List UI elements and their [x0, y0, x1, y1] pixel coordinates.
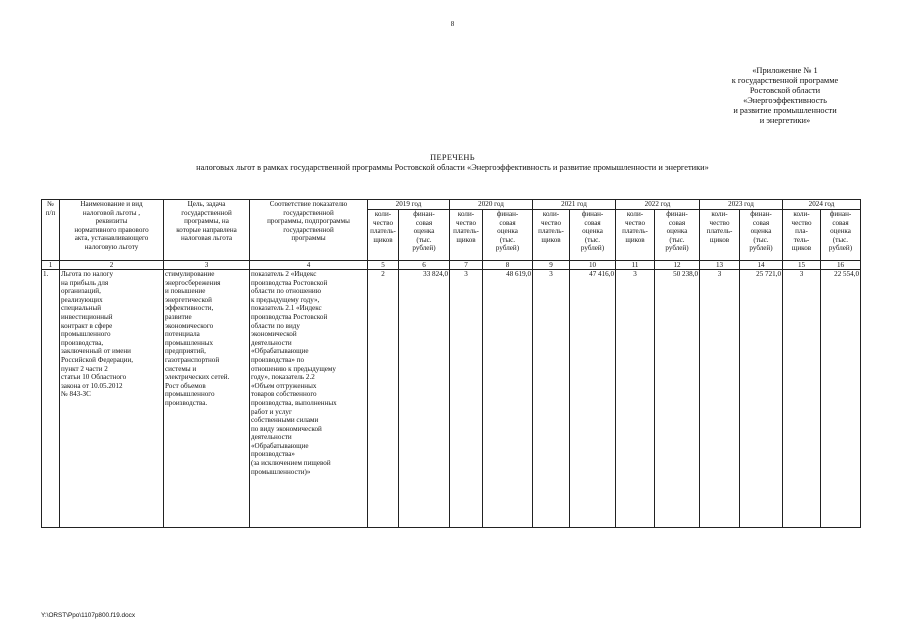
- header-line: чество: [541, 218, 561, 227]
- header-line: государственной: [181, 208, 232, 217]
- taxpayer-count-cell: 3: [783, 270, 821, 528]
- header-line: которые направлена: [176, 225, 237, 234]
- header-line: коли-: [711, 210, 728, 218]
- column-number: 11: [616, 261, 655, 270]
- column-number: 3: [164, 261, 250, 270]
- benefit-name-cell-line: организаций,: [61, 287, 101, 296]
- header-line: коли-: [793, 210, 810, 218]
- header-line: реквизиты: [95, 217, 128, 226]
- header-line: тель-: [793, 235, 810, 244]
- column-number: 14: [740, 261, 783, 270]
- header-count: [783, 210, 821, 261]
- header-line: Цель, задача: [187, 200, 226, 208]
- financial-estimate-cell: 25 721,0: [740, 270, 783, 528]
- header-line: совая: [668, 218, 686, 227]
- page-number: 8: [450, 20, 455, 28]
- indicator-cell-line: по виду экономической: [251, 424, 322, 433]
- header-line: финан-: [750, 210, 772, 218]
- header-count: [616, 210, 655, 261]
- header-indicator: [250, 200, 368, 261]
- taxpayer-count-cell: 3: [450, 270, 483, 528]
- header-line: рублей): [580, 244, 605, 253]
- indicator-cell-line: «Объем отгруженных: [251, 381, 317, 390]
- header-line: платель-: [622, 227, 648, 236]
- header-line: финан-: [829, 210, 852, 218]
- header-line: нормативного правового: [74, 225, 149, 234]
- header-count: [533, 210, 570, 261]
- header-line: оценка: [413, 227, 435, 236]
- header-line: Соответствие показателю: [269, 200, 348, 208]
- column-number: 8: [483, 261, 533, 270]
- header-line: государственной: [283, 225, 334, 234]
- goal-cell-line: потенциала: [165, 330, 200, 339]
- benefit-name-cell-line: реализующих: [61, 295, 103, 304]
- header-line: финан-: [666, 210, 688, 218]
- column-number: 4: [250, 261, 368, 270]
- header-line: (тыс.: [499, 235, 516, 244]
- header-line: оценка: [750, 227, 772, 236]
- indicator-cell-line: экономической: [251, 330, 297, 339]
- header-financial-estimate: [821, 210, 861, 261]
- header-line: совая: [415, 218, 433, 227]
- indicator-cell-line: производства Ростовской: [251, 312, 328, 321]
- header-line: п/п: [45, 208, 56, 217]
- header-line: коли-: [374, 210, 392, 218]
- header-line: совая: [499, 218, 516, 227]
- header-line: рублей): [412, 244, 436, 253]
- header-line: налоговой льготы ,: [82, 208, 141, 217]
- indicator-cell-line: производства»: [251, 450, 295, 459]
- header-line: щиков: [373, 235, 393, 244]
- goal-cell-line: развитие: [165, 312, 192, 321]
- benefit-name-cell-line: Российской Федерации,: [61, 355, 134, 364]
- annex-line: к государственной программе: [731, 76, 839, 85]
- goal-cell-line: системы и: [165, 364, 197, 373]
- financial-estimate-cell: 48 619,0: [483, 270, 533, 528]
- header-num: [42, 200, 60, 261]
- header-year-2020: 2020 год: [450, 200, 533, 210]
- header-year-2024: 2024 год: [783, 200, 861, 210]
- benefit-name-cell-line: № 843-ЗС: [61, 390, 91, 399]
- header-line: финан-: [581, 210, 604, 218]
- taxpayer-count-cell: 3: [616, 270, 655, 528]
- header-line: налоговую льготу: [84, 242, 139, 251]
- header-line: совая: [752, 218, 770, 227]
- header-line: коли-: [626, 210, 644, 218]
- benefit-name-cell-line: специальный: [61, 304, 102, 313]
- goal-cell-line: энергосбережения: [165, 278, 221, 287]
- header-line: №: [47, 200, 54, 208]
- indicator-cell-line: «Обрабатывающие: [251, 347, 309, 356]
- header-line: оценка: [666, 227, 688, 236]
- indicator-cell-line: производства Ростовской: [251, 278, 328, 287]
- goal-cell-line: промышленного: [165, 390, 215, 399]
- header-line: чество: [373, 218, 393, 227]
- indicator-cell-line: (за исключением пищевой: [251, 459, 331, 468]
- goal-cell-line: стимулирование: [165, 270, 215, 278]
- column-number: 7: [450, 261, 483, 270]
- benefit-name-cell-line: на прибыль для: [61, 278, 109, 287]
- annex-block: [680, 66, 890, 126]
- column-number: 2: [60, 261, 164, 270]
- taxpayer-count-cell: 3: [533, 270, 570, 528]
- benefit-name-cell-line: производства,: [61, 338, 104, 347]
- header-count: [450, 210, 483, 261]
- annex-line: Ростовской области: [749, 86, 821, 95]
- header-line: щиков: [456, 235, 476, 244]
- header-line: программы: [291, 234, 326, 243]
- row-number: 1.: [42, 270, 60, 528]
- column-number: 5: [368, 261, 399, 270]
- indicator-cell-line: показатель 2 «Индекс: [251, 270, 317, 278]
- header-line: финан-: [413, 210, 435, 218]
- benefit-name-cell-line: контракт в сфере: [61, 321, 113, 330]
- indicator-cell-line: собственными силами: [251, 416, 319, 425]
- column-number: 6: [399, 261, 450, 270]
- indicator-cell-line: к предыдущему году»,: [251, 295, 320, 304]
- document-title: ПЕРЕЧЕНЬ: [430, 153, 475, 162]
- column-number: 10: [570, 261, 616, 270]
- header-line: (тыс.: [753, 235, 769, 244]
- goal-cell-line: предприятий,: [165, 347, 206, 356]
- header-line: оценка: [497, 227, 518, 236]
- header-financial-estimate: [483, 210, 533, 261]
- header-line: налоговая льгота: [180, 234, 233, 243]
- header-line: щиков: [541, 235, 561, 244]
- annex-line: «Энергоэффективность: [743, 96, 827, 105]
- column-number: 16: [821, 261, 861, 270]
- benefit-name-cell: [60, 270, 164, 528]
- header-line: пла-: [795, 227, 808, 236]
- header-goal: [164, 200, 250, 261]
- header-count: [700, 210, 740, 261]
- header-line: оценка: [830, 227, 851, 236]
- benefit-name-cell-line: закона от 10.05.2012: [61, 381, 123, 390]
- indicator-cell-line: показатель 2.1 «Индекс: [251, 304, 322, 313]
- header-line: коли-: [457, 210, 475, 218]
- annex-line: «Приложение № 1: [752, 66, 818, 75]
- taxpayer-count-cell: 2: [368, 270, 399, 528]
- header-line: щиков: [791, 244, 812, 253]
- financial-estimate-cell: 22 554,0: [821, 270, 861, 528]
- indicator-cell: [250, 270, 368, 528]
- header-line: Наименование и вид: [80, 200, 143, 208]
- benefit-name-cell-line: инвестиционный: [61, 312, 113, 321]
- indicator-cell-line: деятельности: [251, 433, 292, 442]
- header-line: рублей): [828, 244, 853, 253]
- indicator-cell-line: области по виду: [251, 321, 300, 330]
- header-line: платель-: [538, 227, 564, 236]
- indicator-cell-line: работ и услуг: [251, 407, 292, 416]
- header-line: финан-: [496, 210, 519, 218]
- goal-cell-line: электрических сетей.: [165, 373, 230, 382]
- indicator-cell-line: промышленности)»: [251, 467, 311, 476]
- benefit-name-cell-line: статьи 10 Областного: [61, 373, 127, 382]
- header-financial-estimate: [740, 210, 783, 261]
- header-financial-estimate: [399, 210, 450, 261]
- header-year-2022: 2022 год: [616, 200, 700, 210]
- header-line: (тыс.: [832, 235, 849, 244]
- indicator-cell-line: производства, выполненных: [251, 398, 337, 407]
- indicator-cell-line: деятельности: [251, 338, 292, 347]
- header-financial-estimate: [655, 210, 700, 261]
- header-line: платель-: [453, 227, 479, 236]
- header-line: совая: [584, 218, 601, 227]
- header-line: рублей): [665, 244, 689, 253]
- goal-cell-line: промышленных: [165, 338, 214, 347]
- column-number: 15: [783, 261, 821, 270]
- table-row: [42, 270, 861, 528]
- goal-cell-line: Рост объемов: [165, 381, 206, 390]
- benefit-name-cell-line: заключенный от имени: [61, 347, 131, 356]
- header-line: рублей): [749, 244, 773, 253]
- indicator-cell-line: «Обрабатывающие: [251, 441, 309, 450]
- header-line: (тыс.: [584, 235, 601, 244]
- document-subtitle: налоговых льгот в рамках государственной программы Ростовской области «Энергоэффективность и развитие промышленности и энергетики»: [196, 163, 709, 172]
- header-line: щиков: [625, 235, 645, 244]
- header-line: акта, устанавливающего: [74, 234, 149, 243]
- benefit-name-cell-line: промышленного: [61, 330, 111, 339]
- indicator-cell-line: году», показатель 2.2: [251, 373, 315, 382]
- annex-line: и энергетики»: [759, 116, 811, 125]
- header-line: рублей): [495, 244, 520, 253]
- column-number: 13: [700, 261, 740, 270]
- file-path-footer: Y:\ORST\Ppo\1107p800.f19.docx: [41, 612, 136, 619]
- goal-cell-line: и повышение: [165, 287, 206, 296]
- header-line: коли-: [542, 210, 560, 218]
- header-line: (тыс.: [416, 235, 432, 244]
- indicator-cell-line: области по отношению: [251, 287, 322, 296]
- header-line: платель-: [370, 227, 396, 236]
- header-line: платель-: [706, 227, 733, 236]
- column-number: 9: [533, 261, 570, 270]
- header-line: (тыс.: [669, 235, 685, 244]
- header-year-2021: 2021 год: [533, 200, 616, 210]
- title-block: [0, 153, 905, 173]
- goal-cell-line: производства.: [165, 398, 208, 407]
- financial-estimate-cell: 47 416,0: [570, 270, 616, 528]
- goal-cell-line: эффективности,: [165, 304, 214, 313]
- header-benefit-name: [60, 200, 164, 261]
- taxpayer-count-cell: 3: [700, 270, 740, 528]
- financial-estimate-cell: 33 824,0: [399, 270, 450, 528]
- benefit-name-cell-line: Льгота по налогу: [61, 270, 114, 278]
- header-line: программы, подпрограммы: [267, 217, 350, 226]
- column-number: 12: [655, 261, 700, 270]
- indicator-cell-line: отношению к предыдущему: [251, 364, 336, 373]
- header-line: совая: [832, 218, 849, 227]
- financial-estimate-cell: 50 238,0: [655, 270, 700, 528]
- header-line: чество: [709, 218, 730, 227]
- header-line: оценка: [582, 227, 603, 236]
- header-line: чество: [625, 218, 645, 227]
- goal-cell-line: газотранспортной: [165, 355, 220, 364]
- column-number: 1: [42, 261, 60, 270]
- header-line: программы, на: [184, 217, 229, 226]
- goal-cell-line: энергетической: [165, 295, 212, 304]
- goal-cell-line: экономического: [165, 321, 214, 330]
- indicator-cell-line: производства» по: [251, 355, 305, 364]
- header-line: чество: [791, 218, 812, 227]
- header-line: чество: [456, 218, 476, 227]
- header-year-2019: 2019 год: [368, 200, 450, 210]
- header-line: щиков: [709, 235, 730, 244]
- goal-cell: [164, 270, 250, 528]
- benefit-name-cell-line: пункт 2 части 2: [61, 364, 108, 373]
- header-financial-estimate: [570, 210, 616, 261]
- indicator-cell-line: товаров собственного: [251, 390, 317, 399]
- tax-benefits-table: [41, 199, 861, 528]
- header-year-2023: 2023 год: [700, 200, 783, 210]
- header-count: [368, 210, 399, 261]
- annex-line: и развитие промышленности: [733, 106, 837, 115]
- header-line: государственной: [283, 208, 334, 217]
